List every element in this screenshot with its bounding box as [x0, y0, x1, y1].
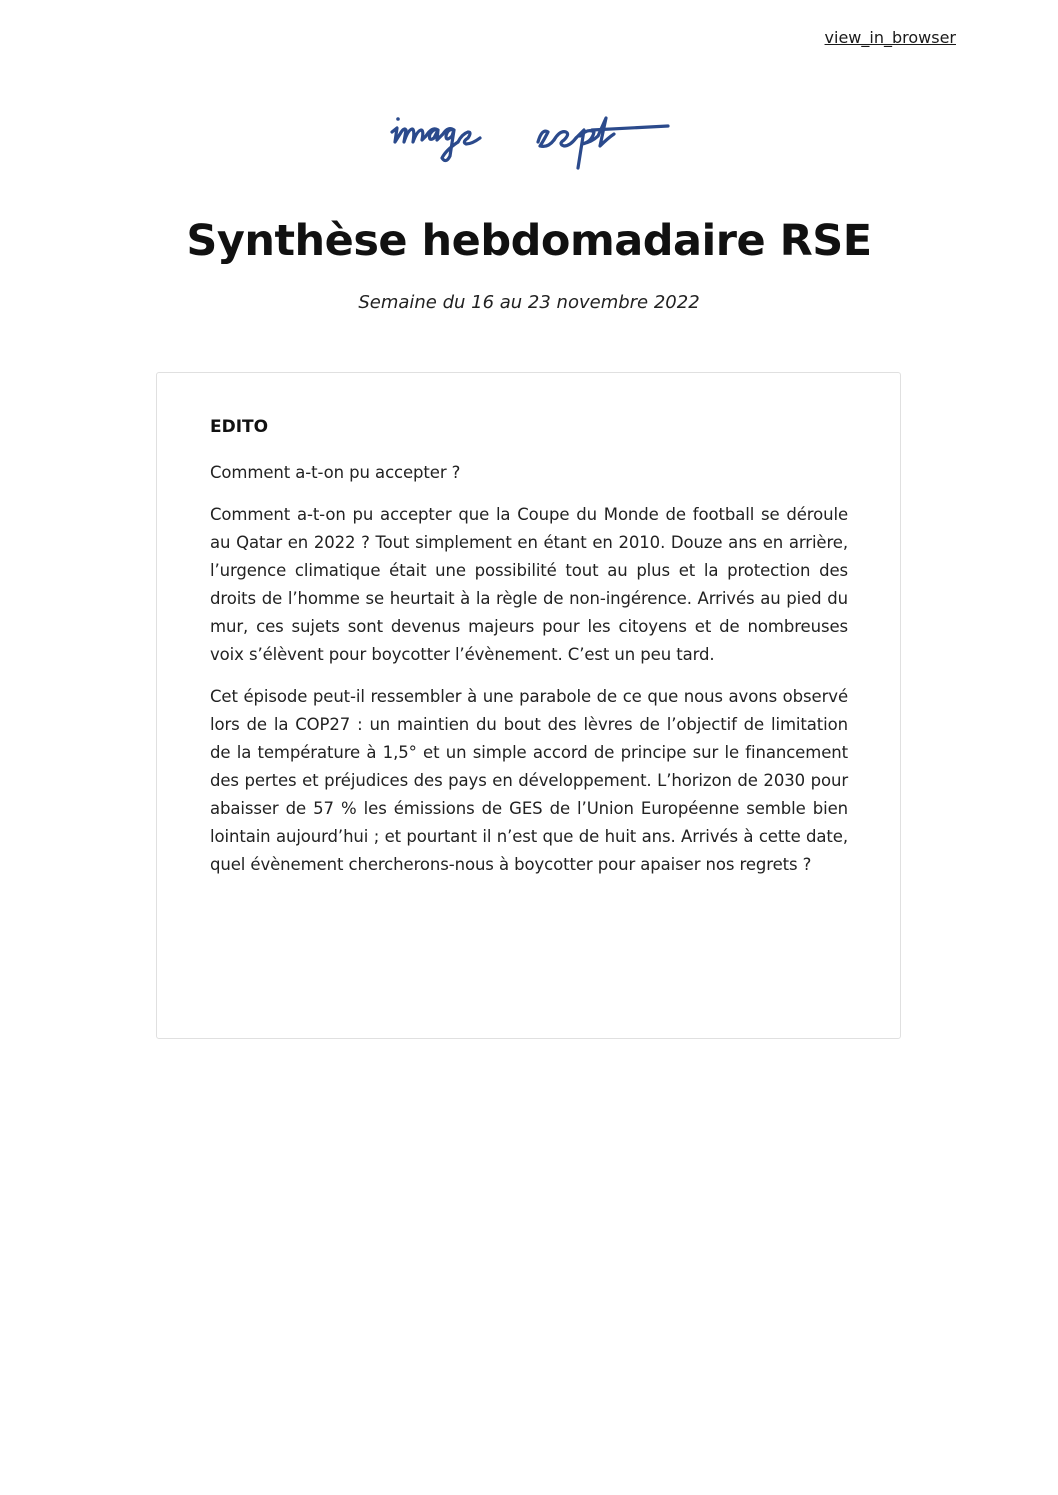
edito-paragraph: Comment a-t-on pu accepter que la Coupe du Monde de football se déroule au Qatar en 2022 ? Tout simplement en étant en 2010. Douze ans en arrière, l’urgence climatique était une possibilité tout au plus et la protection des droits de l’homme se heurtait à la règle de non-ingérence. Arrivés au pied du mur, ces sujets sont devenus majeurs pour les citoyens et de nombreuses voix s’élèvent pour boycotter l’évènement. C’est un peu tard. [210, 505, 848, 664]
page-title: Synthèse hebdomadaire RSE [186, 216, 872, 266]
edito-heading: EDITO [210, 417, 269, 437]
page-subtitle: Semaine du 16 au 23 novembre 2022 [358, 292, 700, 313]
edito-card [156, 372, 901, 1039]
edito-paragraph: Cet épisode peut-il ressembler à une parabole de ce que nous avons observé lors de la COP27 : un maintien du bout des lèvres de l’objectif de limitation de la température à 1,5° et un simple accord de principe sur le financement des pertes et préjudices des pays en développement. L’horizon de 2030 pour abaisser de 57 % les émissions de GES de l’Union Européenne semble bien lointain aujourd’hui ; et pourtant il n’est que de huit ans. Arrivés à cette date, quel évènement chercherons-nous à boycotter pour apaiser nos regrets ? [210, 687, 848, 874]
edito-paragraph: Comment a-t-on pu accepter ? [210, 463, 461, 482]
edito-content [210, 413, 848, 893]
image-sept-logo [388, 112, 670, 174]
view-in-browser-link[interactable]: view_in_browser [824, 28, 956, 47]
